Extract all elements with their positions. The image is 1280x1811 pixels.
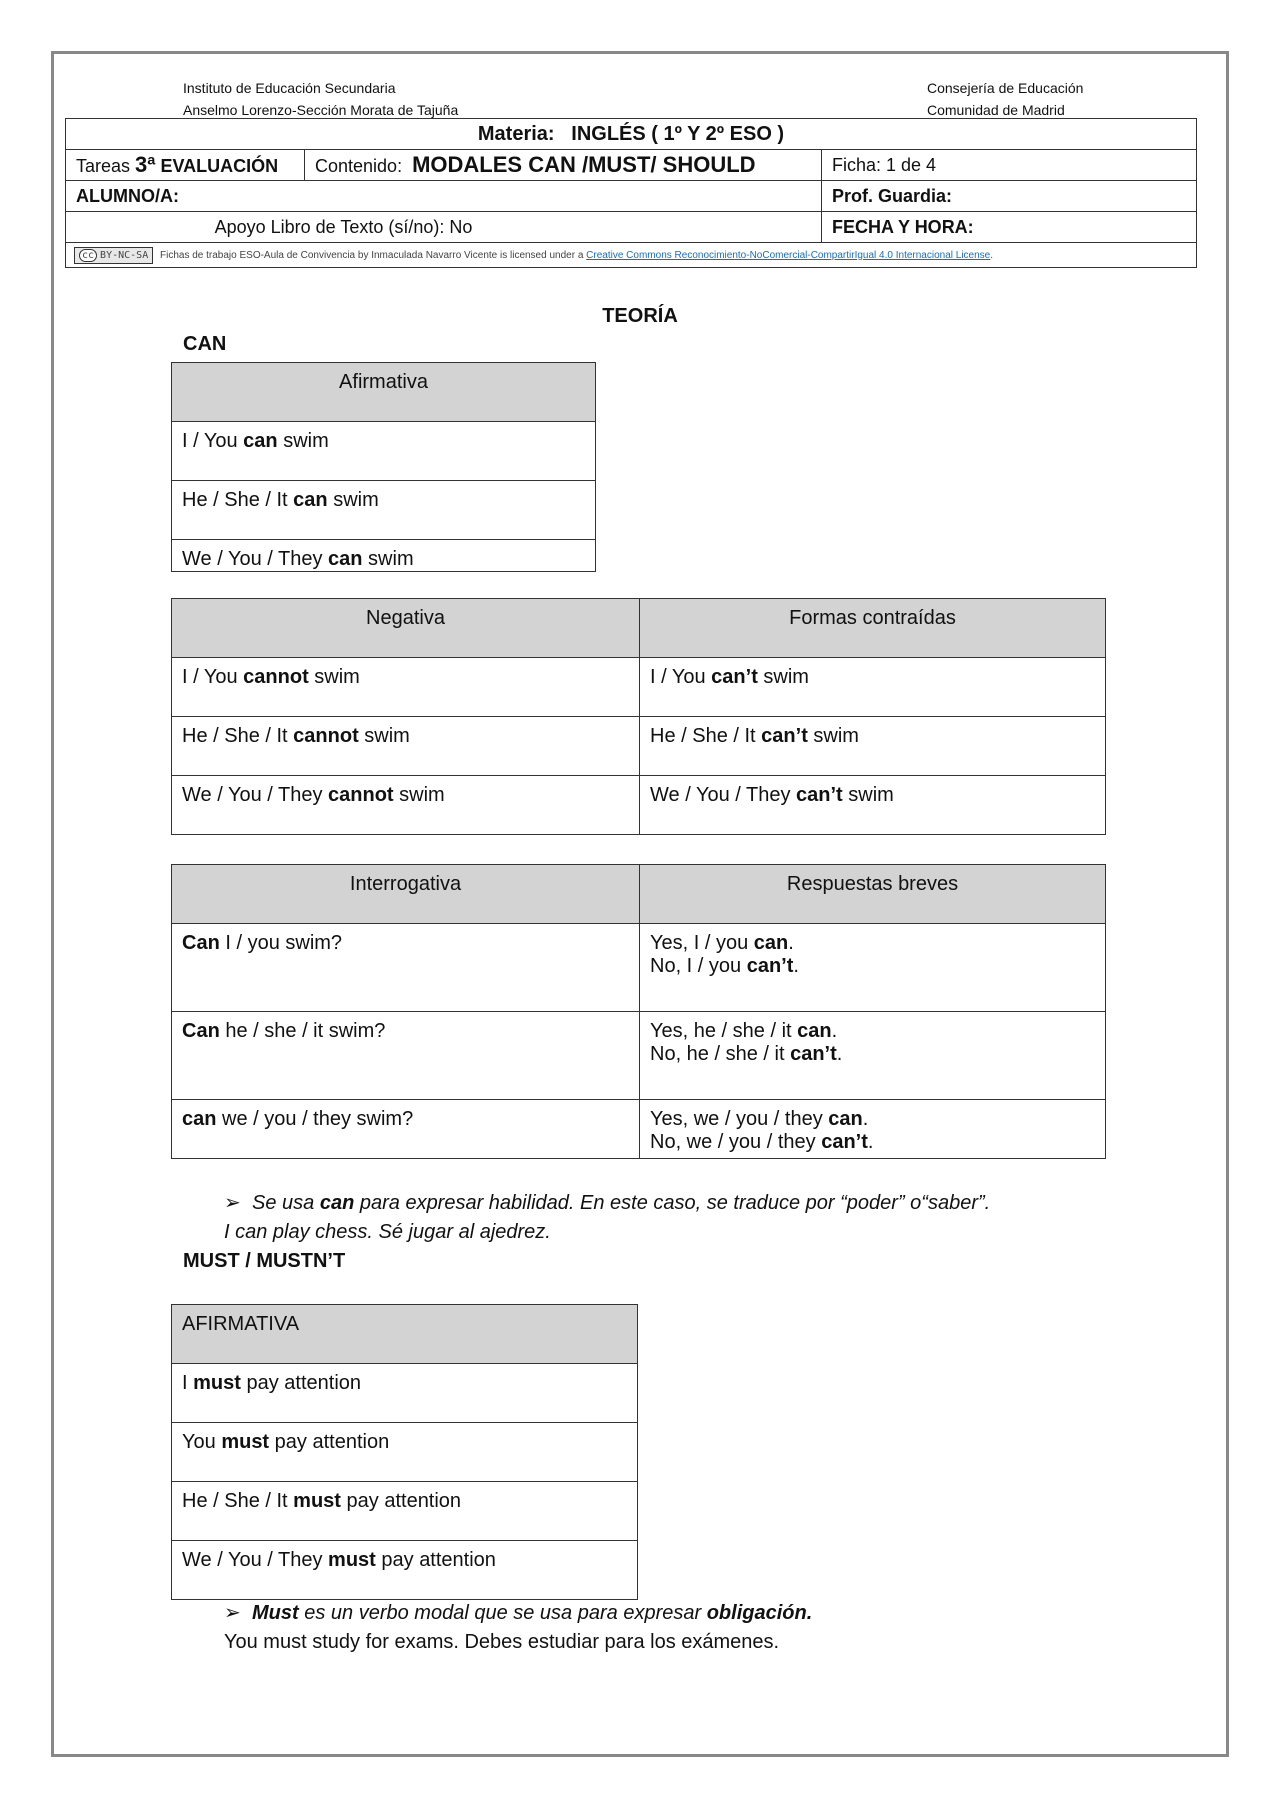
cc-license-badge[interactable]: cc BY-NC-SA: [74, 247, 153, 264]
materia-cell: Materia: INGLÉS ( 1º Y 2º ESO ): [66, 119, 1197, 150]
table-row: We / You / They must pay attention: [172, 1541, 638, 1600]
table-row: I / You cannot swim I / You can’t swim: [172, 658, 1106, 717]
table-row: You must pay attention: [172, 1423, 638, 1482]
ministry-header: Consejería de Educación Comunidad de Madrid: [927, 80, 1084, 118]
table-row: He / She / It cannot swim He / She / It can’t swim: [172, 717, 1106, 776]
tareas-cell: Tareas 3ª EVALUACIÓN: [66, 150, 305, 181]
afirmativa-table: [171, 362, 596, 572]
apoyo-cell: Apoyo Libro de Texto (sí/no): No: [66, 212, 822, 243]
interrogativa-header: Interrogativa: [172, 865, 640, 924]
fecha-hora-field[interactable]: FECHA Y HORA:: [822, 212, 1197, 243]
afirmativa-header: Afirmativa: [172, 363, 596, 422]
must-header: AFIRMATIVA: [172, 1305, 638, 1364]
prof-guardia-field[interactable]: Prof. Guardia:: [822, 181, 1197, 212]
license-cell: cc BY-NC-SA Fichas de trabajo ESO-Aula de Convivencia by Inmaculada Navarro Vicente is licensed under a Creative Commons Reconocimiento-NoComercial-CompartirIgual 4.0 Internacional License.: [66, 243, 1197, 268]
can-usage-note: ➢ Se usa can para expresar habilidad. En este caso, se traduce por “poder” o“saber”. I can play chess. Sé jugar al ajedrez.: [224, 1189, 990, 1247]
table-row: We / You / They can swim: [172, 540, 596, 572]
can-example: I can play chess. Sé jugar al ajedrez.: [224, 1221, 551, 1243]
negativa-header: Negativa: [172, 599, 640, 658]
ficha-cell: Ficha: 1 de 4: [822, 150, 1197, 181]
contenido-cell: Contenido: MODALES CAN /MUST/ SHOULD: [305, 150, 822, 181]
negativa-table: [171, 598, 1106, 835]
table-row: He / She / It can swim: [172, 481, 596, 540]
respuestas-header: Respuestas breves: [640, 865, 1106, 924]
interrogativa-table: [171, 864, 1106, 1159]
table-row: Can I / you swim? Yes, I / you can. No, I / you can’t.: [172, 924, 1106, 1012]
arrow-bullet-icon: ➢: [224, 1602, 241, 1624]
table-row: I / You can swim: [172, 422, 596, 481]
license-link[interactable]: Creative Commons Reconocimiento-NoComercial-CompartirIgual 4.0 Internacional License: [586, 249, 991, 261]
info-table: [65, 118, 1197, 268]
cc-icon: cc: [79, 249, 97, 262]
must-heading: MUST / MUSTN’T: [183, 1250, 346, 1272]
contracted-header: Formas contraídas: [640, 599, 1106, 658]
teoria-heading: TEORÍA: [602, 305, 678, 327]
table-row: can we / you / they swim? Yes, we / you / they can. No, we / you / they can’t.: [172, 1100, 1106, 1159]
must-example: You must study for exams. Debes estudiar para los exámenes.: [224, 1631, 780, 1653]
table-row: I must pay attention: [172, 1364, 638, 1423]
table-row: We / You / They cannot swim We / You / They can’t swim: [172, 776, 1106, 835]
must-usage-note: ➢ Must es un verbo modal que se usa para expresar obligación. You must study for exams. Debes estudiar para los exámenes.: [224, 1599, 812, 1657]
arrow-bullet-icon: ➢: [224, 1192, 241, 1214]
table-row: Can he / she / it swim? Yes, he / she / it can. No, he / she / it can’t.: [172, 1012, 1106, 1100]
table-row: He / She / It must pay attention: [172, 1482, 638, 1541]
alumno-field[interactable]: ALUMNO/A:: [66, 181, 822, 212]
must-table: [171, 1304, 638, 1600]
school-header: Instituto de Educación Secundaria Anselmo Lorenzo-Sección Morata de Tajuña: [183, 80, 459, 118]
can-heading: CAN: [183, 333, 227, 355]
